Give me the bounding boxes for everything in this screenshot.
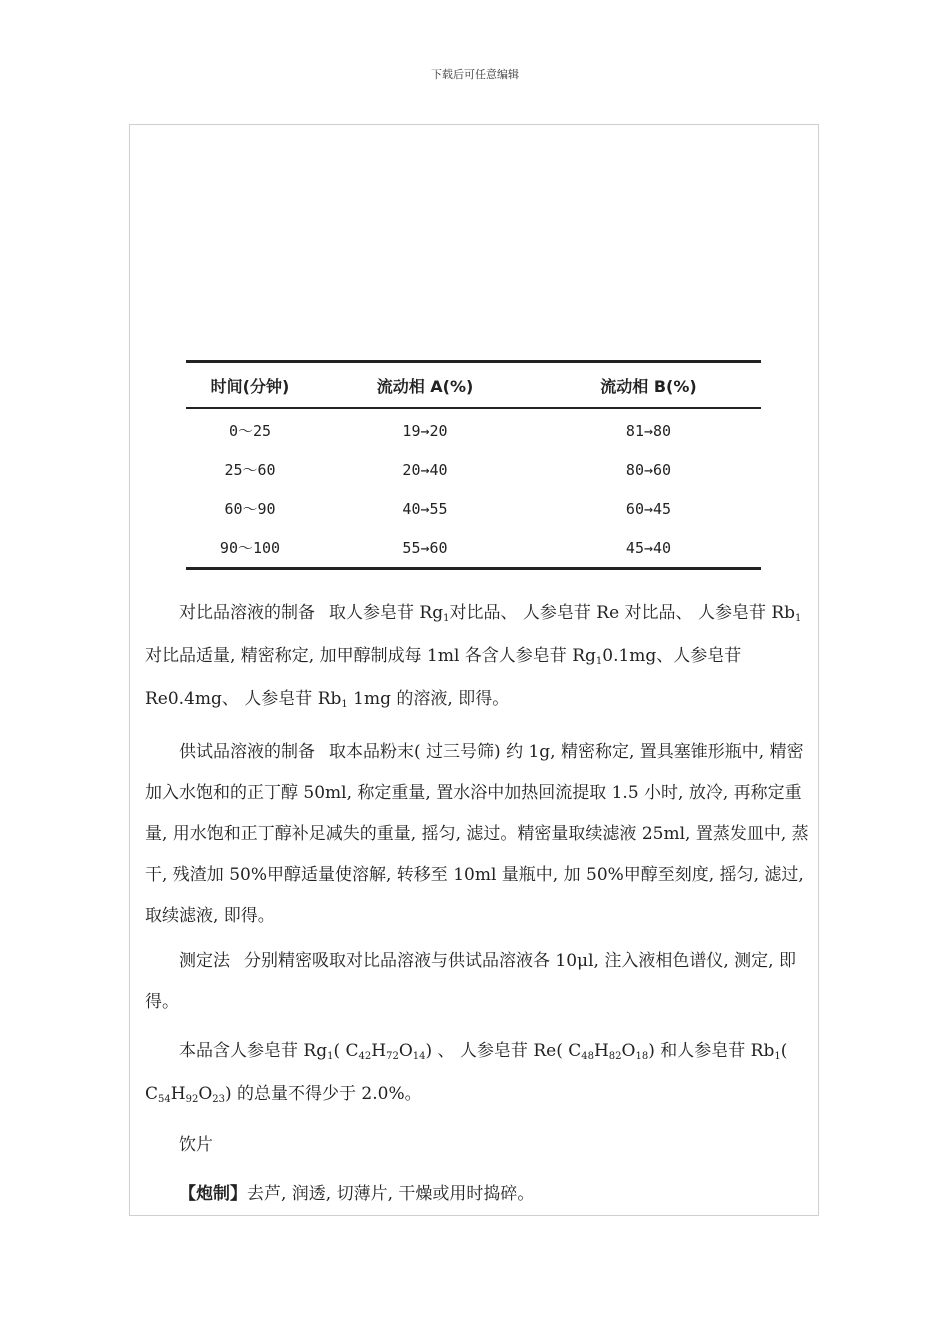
cell-time: 60～90 <box>224 500 276 518</box>
cell-phase-a: 19→20 <box>402 421 448 440</box>
column-header-time: 时间(分钟) <box>210 376 290 396</box>
cell-phase-a: 40→55 <box>402 499 448 518</box>
table-row <box>186 450 761 489</box>
method-paragraph <box>145 941 810 1023</box>
table-header-row <box>186 362 761 409</box>
reference-solution-label: 对比品溶液的制备 <box>179 603 315 623</box>
processing-text: 去芦, 润透, 切薄片, 干燥或用时捣碎。 <box>247 1184 535 1204</box>
cell-phase-b: 45→40 <box>625 538 672 557</box>
cell-time: 25～60 <box>224 461 276 479</box>
column-header-phase-b: 流动相 B(%) <box>600 376 697 396</box>
processing-paragraph <box>145 1174 810 1215</box>
header-note: 下载后可任意编辑 <box>431 68 519 81</box>
table-row <box>186 528 761 569</box>
slices-heading: 饮片 <box>179 1135 213 1155</box>
gradient-table <box>186 360 761 570</box>
cell-phase-b: 60→45 <box>625 499 672 518</box>
cell-time: 90～100 <box>219 539 281 557</box>
method-label: 测定法 <box>179 951 230 971</box>
test-solution-text: 取本品粉末( 过三号筛) 约 1g, 精密称定, 置具塞锥形瓶中, 精密加入水饱和的正丁醇 50ml, 称定重量, 置水浴中加热回流提取 1.5 小时, 放冷, 再称定重量, 用水饱和正丁醇补足减失的重量, 摇匀, 滤过。精密量取续滤液 25ml, 置蒸发皿中, 蒸干, 残渣加 50%甲醇适量使溶解, 转移至 10ml 量瓶中, 加 50%甲醇至刻度, 摇匀, 滤过, 取续滤液, 即得。 <box>145 742 809 926</box>
cell-phase-a: 20→40 <box>402 460 448 479</box>
table-row <box>186 489 761 528</box>
cell-phase-a: 55→60 <box>402 538 448 557</box>
column-header-phase-a: 流动相 A(%) <box>376 376 474 396</box>
body-text <box>145 593 810 1215</box>
processing-label: 【炮制】 <box>179 1184 247 1204</box>
test-solution-paragraph <box>145 732 810 937</box>
method-text: 分别精密吸取对比品溶液与供试品溶液各 10μl, 注入液相色谱仪, 测定, 即得。 <box>145 951 796 1012</box>
cell-phase-b: 80→60 <box>625 460 672 479</box>
test-solution-label: 供试品溶液的制备 <box>179 742 315 762</box>
reference-solution-paragraph: 对比品溶液的制备 取人参皂苷 $Rg_1$对比品、 人参皂苷 Re 对比品、 人参皂苷 $Rb_1$对比品适量, 精密称定, 加甲醇制成每 1ml 各含人参皂苷 $Rg_10.1mg$、人参皂苷 Re0.4mg、 人参皂苷 $Rb_1$ 1mg 的溶液, 即得。 <box>145 603 802 710</box>
cell-time: 0～25 <box>228 422 272 440</box>
content-paragraph: 本品含人参皂苷 $Rg_1$( $C_{42}H_{72}O_{14}$) 、 人参皂苷 Re( $C_{48}H_{82}O_{18}$) 和人参皂苷 $Rb_1$( $C_{54}H_{92}O_{23}$) 的总量不得少于 2.0%。 <box>145 1041 788 1105</box>
cell-phase-b: 81→80 <box>625 421 672 440</box>
table-row <box>186 408 761 450</box>
